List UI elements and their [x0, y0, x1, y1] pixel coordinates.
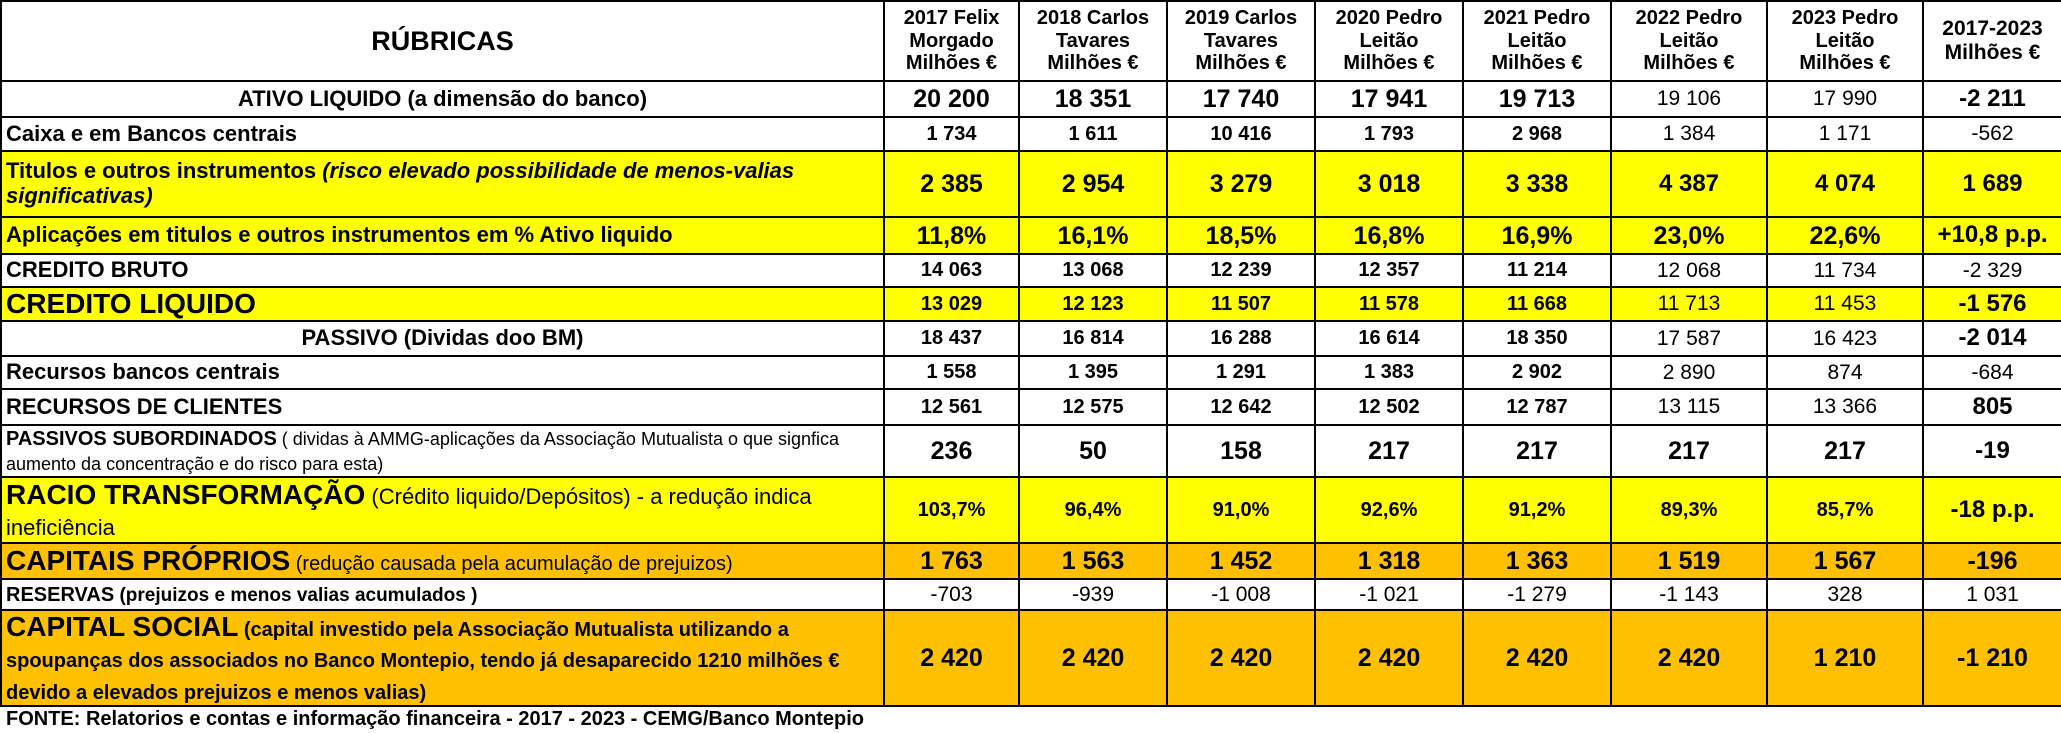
value-2019: 12 239: [1167, 254, 1315, 287]
row-label: PASSIVOS SUBORDINADOS ( dividas à AMMG-aplicações da Associação Mutualista o que signfica aumento da concentração e do risco para esta): [1, 425, 884, 477]
value-2022: 4 387: [1611, 151, 1767, 217]
row-label: Caixa e em Bancos centrais: [1, 117, 884, 151]
value-2019: 10 416: [1167, 117, 1315, 151]
col-header-2019: 2019 Carlos Tavares Milhões €: [1167, 1, 1315, 81]
value-2020: 16,8%: [1315, 217, 1463, 254]
col-header-2021: 2021 Pedro Leitão Milhões €: [1463, 1, 1611, 81]
value-variation: +10,8 p.p.: [1923, 217, 2061, 254]
row-capital-social: [1, 610, 2061, 706]
value-2023: 22,6%: [1767, 217, 1923, 254]
value-2023: 1 171: [1767, 117, 1923, 151]
value-2022: 12 068: [1611, 254, 1767, 287]
value-2019: 16 288: [1167, 321, 1315, 356]
value-2020: 3 018: [1315, 151, 1463, 217]
value-2023: 4 074: [1767, 151, 1923, 217]
row-label: CREDITO BRUTO: [1, 254, 884, 287]
row-passivos-subordinados: [1, 425, 2061, 477]
value-variation: 805: [1923, 389, 2061, 425]
value-2020: 217: [1315, 425, 1463, 477]
value-2017: 236: [884, 425, 1019, 477]
value-2022: 1 384: [1611, 117, 1767, 151]
value-2021: 19 713: [1463, 81, 1611, 117]
value-2021: 1 363: [1463, 543, 1611, 579]
value-2018: 1 611: [1019, 117, 1167, 151]
row-label: Titulos e outros instrumentos (risco elevado possibilidade de menos-valias significativas): [1, 151, 884, 217]
value-2023: 13 366: [1767, 389, 1923, 425]
value-2021: 11 668: [1463, 287, 1611, 321]
value-2019: 12 642: [1167, 389, 1315, 425]
value-2021: 217: [1463, 425, 1611, 477]
value-2022: 13 115: [1611, 389, 1767, 425]
value-2020: 12 502: [1315, 389, 1463, 425]
value-2023: 85,7%: [1767, 477, 1923, 543]
row-titulos: [1, 151, 2061, 217]
value-2017: -703: [884, 579, 1019, 610]
value-2020: 1 383: [1315, 356, 1463, 389]
row-racio-transformacao: [1, 477, 2061, 543]
value-2021: 91,2%: [1463, 477, 1611, 543]
row-label: PASSIVO (Dividas doo BM): [1, 321, 884, 356]
value-2023: 1 567: [1767, 543, 1923, 579]
value-2017: 1 734: [884, 117, 1019, 151]
row-capitais-proprios: [1, 543, 2061, 579]
value-2019: 11 507: [1167, 287, 1315, 321]
row-aplicacoes: [1, 217, 2061, 254]
value-2019: 158: [1167, 425, 1315, 477]
row-label: Aplicações em titulos e outros instrumentos em % Ativo liquido: [1, 217, 884, 254]
value-variation: -1 210: [1923, 610, 2061, 706]
header-row: [1, 1, 2061, 81]
value-2019: 17 740: [1167, 81, 1315, 117]
value-2018: 12 123: [1019, 287, 1167, 321]
value-2017: 2 420: [884, 610, 1019, 706]
value-variation: -19: [1923, 425, 2061, 477]
value-2023: 1 210: [1767, 610, 1923, 706]
value-2020: 12 357: [1315, 254, 1463, 287]
value-2023: 874: [1767, 356, 1923, 389]
value-2023: 11 453: [1767, 287, 1923, 321]
value-2017: 12 561: [884, 389, 1019, 425]
value-2018: 12 575: [1019, 389, 1167, 425]
value-2020: 11 578: [1315, 287, 1463, 321]
value-2017: 13 029: [884, 287, 1019, 321]
value-2017: 20 200: [884, 81, 1019, 117]
row-label: RECURSOS DE CLIENTES: [1, 389, 884, 425]
row-passivo: [1, 321, 2061, 356]
value-2022: 23,0%: [1611, 217, 1767, 254]
col-header-2023: 2023 Pedro Leitão Milhões €: [1767, 1, 1923, 81]
value-2021: 16,9%: [1463, 217, 1611, 254]
col-header-2022: 2022 Pedro Leitão Milhões €: [1611, 1, 1767, 81]
value-2022: 2 890: [1611, 356, 1767, 389]
value-2019: 3 279: [1167, 151, 1315, 217]
row-recursos-clientes: [1, 389, 2061, 425]
row-recursos-bancos: [1, 356, 2061, 389]
value-variation: -2 014: [1923, 321, 2061, 356]
source-note: FONTE: Relatorios e contas e informação financeira - 2017 - 2023 - CEMG/Banco Montepio: [6, 708, 864, 730]
value-variation: 1 031: [1923, 579, 2061, 610]
value-2019: 1 452: [1167, 543, 1315, 579]
col-header-2020: 2020 Pedro Leitão Milhões €: [1315, 1, 1463, 81]
row-label: CAPITAIS PRÓPRIOS (redução causada pela acumulação de prejuizos): [1, 543, 884, 579]
value-2020: 17 941: [1315, 81, 1463, 117]
row-ativo-liquido: [1, 81, 2061, 117]
value-2020: 16 614: [1315, 321, 1463, 356]
value-2017: 18 437: [884, 321, 1019, 356]
value-2023: 328: [1767, 579, 1923, 610]
value-2020: 1 318: [1315, 543, 1463, 579]
col-header-variation: 2017-2023 Milhões €: [1923, 1, 2061, 81]
value-2017: 1 558: [884, 356, 1019, 389]
value-2017: 14 063: [884, 254, 1019, 287]
value-2019: 1 291: [1167, 356, 1315, 389]
value-2022: 2 420: [1611, 610, 1767, 706]
value-2021: 12 787: [1463, 389, 1611, 425]
row-label: ATIVO LIQUIDO (a dimensão do banco): [1, 81, 884, 117]
value-variation: -196: [1923, 543, 2061, 579]
value-variation: -2 329: [1923, 254, 2061, 287]
row-label: CAPITAL SOCIAL (capital investido pela Associação Mutualista utilizando a spoupanças dos associados no Banco Montepio, tendo já desaparecido 1210 milhões € devido a elevados prejuizos e menos valias): [1, 610, 884, 706]
value-variation: -562: [1923, 117, 2061, 151]
value-2017: 11,8%: [884, 217, 1019, 254]
row-credito-bruto: [1, 254, 2061, 287]
value-2020: 92,6%: [1315, 477, 1463, 543]
value-2018: -939: [1019, 579, 1167, 610]
value-2023: 11 734: [1767, 254, 1923, 287]
value-2021: 2 968: [1463, 117, 1611, 151]
row-label: RESERVAS (prejuizos e menos valias acumulados ): [1, 579, 884, 610]
value-2021: 3 338: [1463, 151, 1611, 217]
value-2019: 91,0%: [1167, 477, 1315, 543]
row-label: Recursos bancos centrais: [1, 356, 884, 389]
value-2021: 2 420: [1463, 610, 1611, 706]
value-2021: 2 902: [1463, 356, 1611, 389]
value-2020: 2 420: [1315, 610, 1463, 706]
value-variation: -2 211: [1923, 81, 2061, 117]
value-2023: 217: [1767, 425, 1923, 477]
row-credito-liquido: [1, 287, 2061, 321]
value-2022: 217: [1611, 425, 1767, 477]
value-2022: 11 713: [1611, 287, 1767, 321]
value-variation: -684: [1923, 356, 2061, 389]
value-2018: 16 814: [1019, 321, 1167, 356]
value-2018: 96,4%: [1019, 477, 1167, 543]
rubricas-header: RÚBRICAS: [1, 1, 884, 81]
value-2020: 1 793: [1315, 117, 1463, 151]
row-caixa: [1, 117, 2061, 151]
value-2018: 50: [1019, 425, 1167, 477]
col-header-2018: 2018 Carlos Tavares Milhões €: [1019, 1, 1167, 81]
value-2021: 18 350: [1463, 321, 1611, 356]
value-2018: 16,1%: [1019, 217, 1167, 254]
row-label: RACIO TRANSFORMAÇÃO (Crédito liquido/Depósitos) - a redução indica ineficiência: [1, 477, 884, 543]
value-2018: 1 563: [1019, 543, 1167, 579]
value-variation: -1 576: [1923, 287, 2061, 321]
value-2017: 1 763: [884, 543, 1019, 579]
value-variation: 1 689: [1923, 151, 2061, 217]
value-2017: 103,7%: [884, 477, 1019, 543]
value-2023: 17 990: [1767, 81, 1923, 117]
value-2018: 1 395: [1019, 356, 1167, 389]
value-2018: 13 068: [1019, 254, 1167, 287]
value-2018: 2 954: [1019, 151, 1167, 217]
value-2022: -1 143: [1611, 579, 1767, 610]
value-variation: -18 p.p.: [1923, 477, 2061, 543]
value-2021: -1 279: [1463, 579, 1611, 610]
value-2019: 2 420: [1167, 610, 1315, 706]
value-2022: 89,3%: [1611, 477, 1767, 543]
value-2018: 18 351: [1019, 81, 1167, 117]
value-2020: -1 021: [1315, 579, 1463, 610]
value-2023: 16 423: [1767, 321, 1923, 356]
value-2018: 2 420: [1019, 610, 1167, 706]
value-2022: 19 106: [1611, 81, 1767, 117]
value-2022: 17 587: [1611, 321, 1767, 356]
value-2022: 1 519: [1611, 543, 1767, 579]
row-reservas: [1, 579, 2061, 610]
value-2017: 2 385: [884, 151, 1019, 217]
value-2019: -1 008: [1167, 579, 1315, 610]
value-2021: 11 214: [1463, 254, 1611, 287]
value-2019: 18,5%: [1167, 217, 1315, 254]
row-label: CREDITO LIQUIDO: [1, 287, 884, 321]
col-header-2017: 2017 Felix Morgado Milhões €: [884, 1, 1019, 81]
